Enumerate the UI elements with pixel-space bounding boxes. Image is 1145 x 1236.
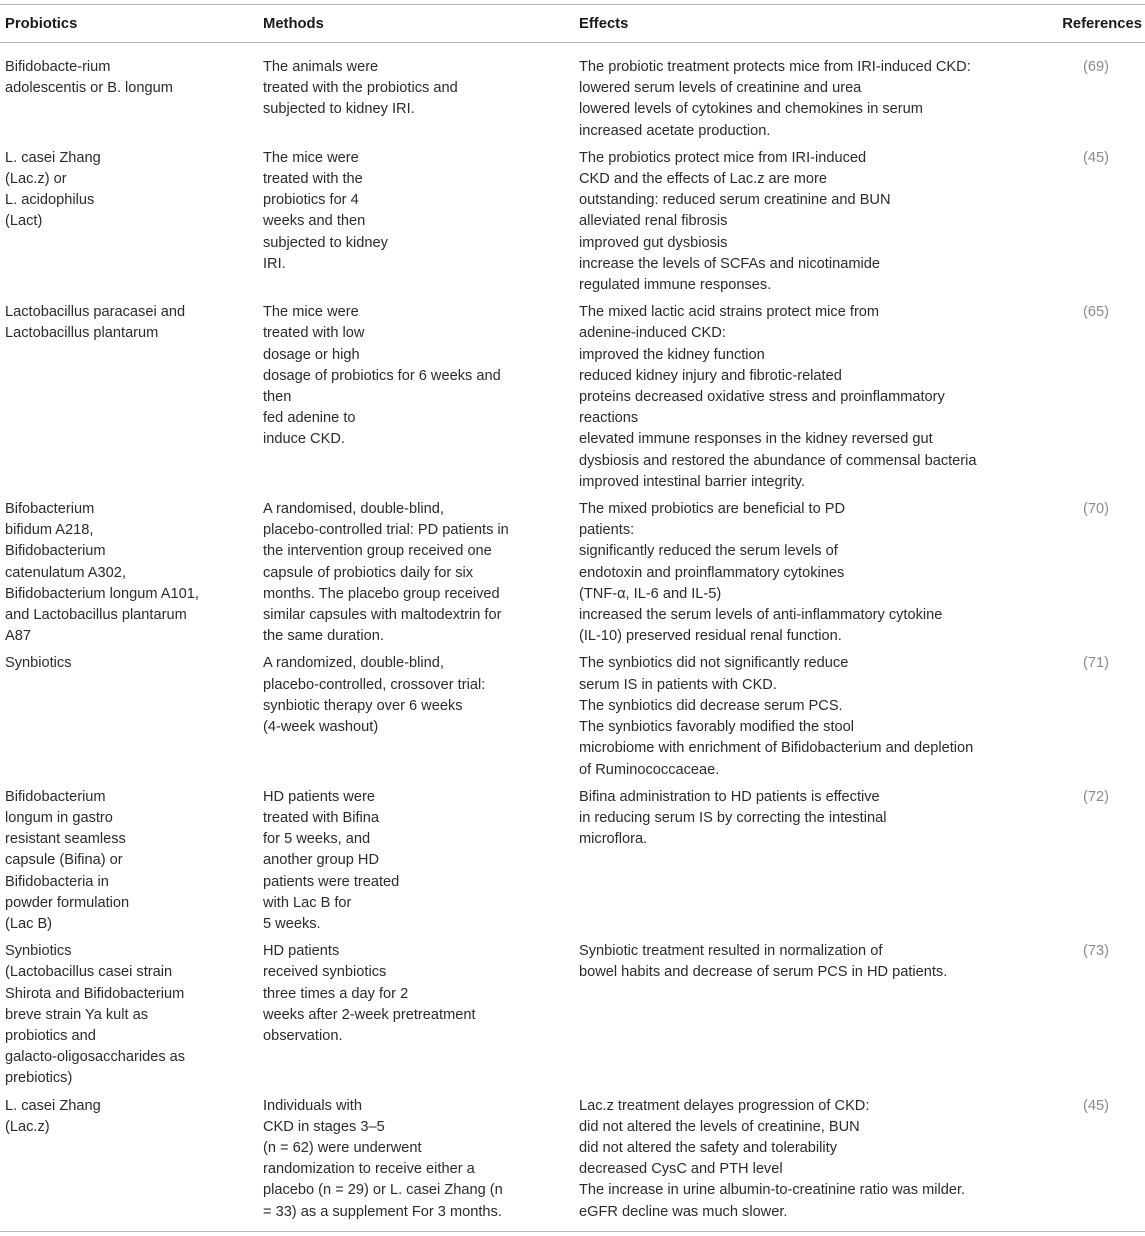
cell-methods: The animals were treated with the probiotics and subjected to kidney IRI. [263,59,458,118]
table-row [0,785,1145,939]
cell-effects: Bifina administration to HD patients is effective in reducing serum IS by correcting the intestinal microflora. [579,788,887,848]
cell-methods: HD patients were treated with Bifina for 5 weeks, and another group HD patients were treated with Lac B for 5 weeks. [263,788,400,932]
cell-effects: The mixed lactic acid strains protect mice from adenine-induced CKD: improved the kidney function reduced kidney injury and fibrotic-related proteins decreased oxidative stress and proinflammatory reactions elevated immune responses in the kidney reversed gut dysbiosis and restored the abundance of commensal bacteria improved intestinal barrier integrity. [579,304,977,490]
cell-effects: The synbiotics did not significantly reduce serum IS in patients with CKD. The synbiotics did decrease serum PCS. The synbiotics favorably modified the stool microbiome with enrichment of Bifidobacterium and depletion of Ruminococcaceae. [579,655,974,778]
cell-reference-link[interactable]: (65) [1083,304,1109,321]
cell-reference-link[interactable]: (72) [1083,788,1109,805]
table-row [0,1094,1145,1232]
cell-probiotics: Synbiotics (Lactobacillus casei strain Shirota and Bifidobacterium breve strain Ya kult as probiotics and galacto-oligosaccharides as prebiotics) [5,943,186,1087]
probiotics-table [0,4,1145,1232]
header-effects: Effects [574,5,1045,43]
table-row [0,497,1145,651]
cell-effects: Lac.z treatment delayes progression of CKD: did not altered the levels of creatinine, BUN did not altered the safety and tolerability decreased CysC and PTH level The increase in urine albumin-to-creatinine ratio was milder. eGFR decline was much slower. [574,1094,1045,1232]
header-references: References [1045,5,1145,43]
table-row [0,939,1145,1093]
table-row [0,651,1145,784]
cell-probiotics: Bifobacterium bifidum A218, Bifidobacterium catenulatum A302, Bifidobacterium longum A101, and Lactobacillus plantarum A87 [5,501,199,645]
cell-probiotics: Bifidobacterium longum in gastro resistant seamless capsule (Bifina) or Bifidobacteria in powder formulation (Lac B) [5,788,130,932]
cell-reference-link[interactable]: (73) [1083,943,1109,960]
cell-effects: The mixed probiotics are beneficial to PD patients: significantly reduced the serum levels of endotoxin and proinflammatory cytokines (TNF-α, IL-6 and IL-5) increased the serum levels of anti-inflammatory cytokine (IL-10) preserved residual renal function. [579,501,943,645]
cell-methods: Individuals with CKD in stages 3–5 (n = 62) were underwent randomization to receive either a placebo (n = 29) or L. casei Zhang (n = 33) as a supplement For 3 months. [258,1094,574,1232]
cell-effects: Synbiotic treatment resulted in normalization of bowel habits and decrease of serum PCS in HD patients. [579,943,948,981]
cell-reference-link[interactable]: (45) [1045,1094,1145,1232]
cell-probiotics: L. casei Zhang (Lac.z) [0,1094,258,1232]
header-methods: Methods [258,5,574,43]
header-probiotics: Probiotics [0,5,258,43]
cell-reference-link[interactable]: (70) [1083,501,1109,518]
cell-probiotics: L. casei Zhang (Lac.z) or L. acidophilus (Lact) [5,149,101,230]
cell-reference-link[interactable]: (45) [1083,149,1109,166]
table-row [0,146,1145,300]
table-row [0,43,1145,146]
cell-methods: The mice were treated with low dosage or high dosage of probiotics for 6 weeks and then fed adenine to induce CKD. [263,304,501,448]
cell-probiotics: Bifidobacte-rium adolescentis or B. longum [5,59,173,97]
cell-effects: The probiotic treatment protects mice from IRI-induced CKD: lowered serum levels of creatinine and urea lowered levels of cytokines and chemokines in serum increased acetate production. [579,59,971,139]
cell-reference-link[interactable]: (69) [1083,59,1109,75]
cell-effects: The probiotics protect mice from IRI-induced CKD and the effects of Lac.z are more outstanding: reduced serum creatinine and BUN alleviated renal fibrosis improved gut dysbiosis increase the levels of SCFAs and nicotinamide regulated immune responses. [579,149,891,294]
cell-methods: A randomized, double-blind, placebo-controlled, crossover trial: synbiotic therapy over 6 weeks (4-week washout) [263,655,486,736]
cell-reference-link[interactable]: (71) [1083,655,1109,672]
cell-probiotics: Lactobacillus paracasei and Lactobacillus plantarum [5,304,186,342]
header-row [0,5,1145,43]
cell-methods: HD patients received synbiotics three times a day for 2 weeks after 2-week pretreatment observation. [263,943,476,1044]
table-row [0,300,1145,497]
cell-probiotics: Synbiotics [5,655,72,672]
cell-methods: A randomised, double-blind, placebo-controlled trial: PD patients in the intervention group received one capsule of probiotics daily for six months. The placebo group received similar capsules with maltodextrin for the same duration. [263,501,509,645]
cell-methods: The mice were treated with the probiotics for 4 weeks and then subjected to kidney IRI. [263,149,388,272]
